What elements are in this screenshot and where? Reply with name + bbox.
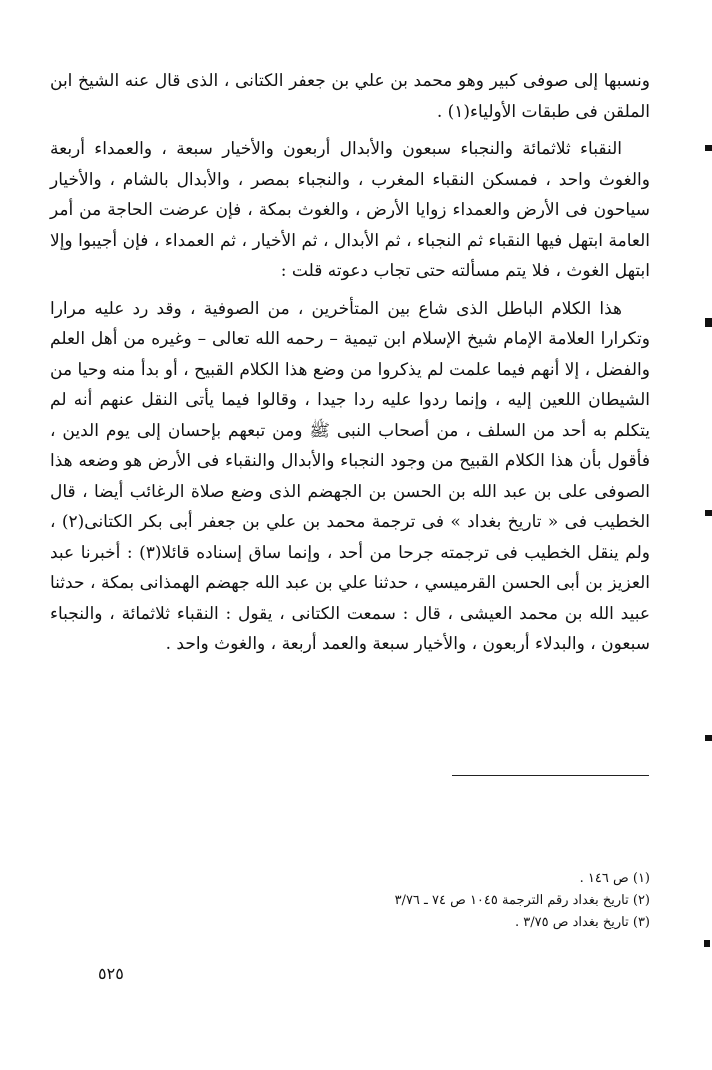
margin-mark: [705, 735, 712, 741]
paragraph-3: هذا الكلام الباطل الذى شاع بين المتأخرين ، من الصوفية ، وقد رد عليه مرارا وتكرارا العلامة الإمام شيخ الإسلام ابن تيمية – رحمه الله تعالى – وغيره من أهل العلم والفضل ، إلا أنهم فيما علمت لم يذكروا من وضع هذا الكلام القبيح ، أو بدأ منه وحيا من الشيطان اللعين إليه ، وإنما ردوا عليه ردا جيدا ، وقالوا فيما يأتى النقل عنهم أنه لم يتكلم به أحد من السلف ، من أصحاب النبى ﷺ ومن تبعهم بإحسان إلى يوم الدين ، فأقول بأن هذا الكلام القبيح من وجود النجباء والأبدال والنقباء فى الأرض هو وضعه هذا الصوفى على بن عبد الله بن الحسن بن الجهضم الذى وضع صلاة الرغائب أيضا ، قال الخطيب فى « تاريخ بغداد » فى ترجمة محمد بن علي بن جعفر أبى بكر الكتانى(٢) ، ولم ينقل الخطيب فى ترجمته جرحا من أحد ، وإنما ساق إسناده قائلا(٣) : أخبرنا عبد العزيز بن أبى الحسن القرميسي ، حدثنا علي بن عبد الله جهضم الهمذانى بمكة ، حدثنا عبيد الله بن محمد العيشى ، قال : سمعت الكتانى ، يقول : النقباء ثلاثمائة ، والنجباء سبعون ، والبدلاء أربعون ، والأخيار سبعة والعمد أربعة ، والغوث واحد .: [50, 298, 650, 654]
margin-mark: [704, 940, 710, 947]
footnote-3: (٣) تاريخ بغداد ص ٣/٧٥ .: [515, 915, 650, 930]
page-number: ٥٢٥: [98, 964, 124, 983]
footnotes: [300, 868, 650, 934]
paragraph-1: ونسبها إلى صوفى كبير وهو محمد بن علي بن جعفر الكتانى ، الذى قال عنه الشيخ ابن الملقن فى طبقات الأولياء(١) .: [50, 71, 650, 122]
main-text: [50, 66, 650, 660]
footnote-separator: [452, 775, 649, 776]
paragraph-2: النقباء ثلاثمائة والنجباء سبعون والأبدال أربعون والأخيار سبعة ، والعمداء أربعة والغوث واحد ، فمسكن النقباء المغرب ، والنجباء بمصر ، والأبدال بالشام ، والأخيار سياحون فى الأرض والعمداء زوايا الأرض ، والغوث بمكة ، فإن عرضت الحاجة من أمر العامة ابتهل فيها النقباء ثم النجباء ، ثم الأبدال ، ثم الأخيار ، ثم العمداء ، فإن أجيبوا وإلا ابتهل الغوث ، فلا يتم مسألته حتى تجاب دعوته قلت :: [50, 139, 650, 281]
margin-mark: [705, 510, 712, 516]
footnote-1: (١) ص ١٤٦ .: [579, 871, 650, 886]
footnote-2: (٢) تاريخ بغداد رقم الترجمة ١٠٤٥ ص ٧٤ ـ ٣/٧٦: [394, 893, 650, 908]
margin-mark: [705, 318, 712, 327]
margin-mark: [705, 145, 712, 151]
